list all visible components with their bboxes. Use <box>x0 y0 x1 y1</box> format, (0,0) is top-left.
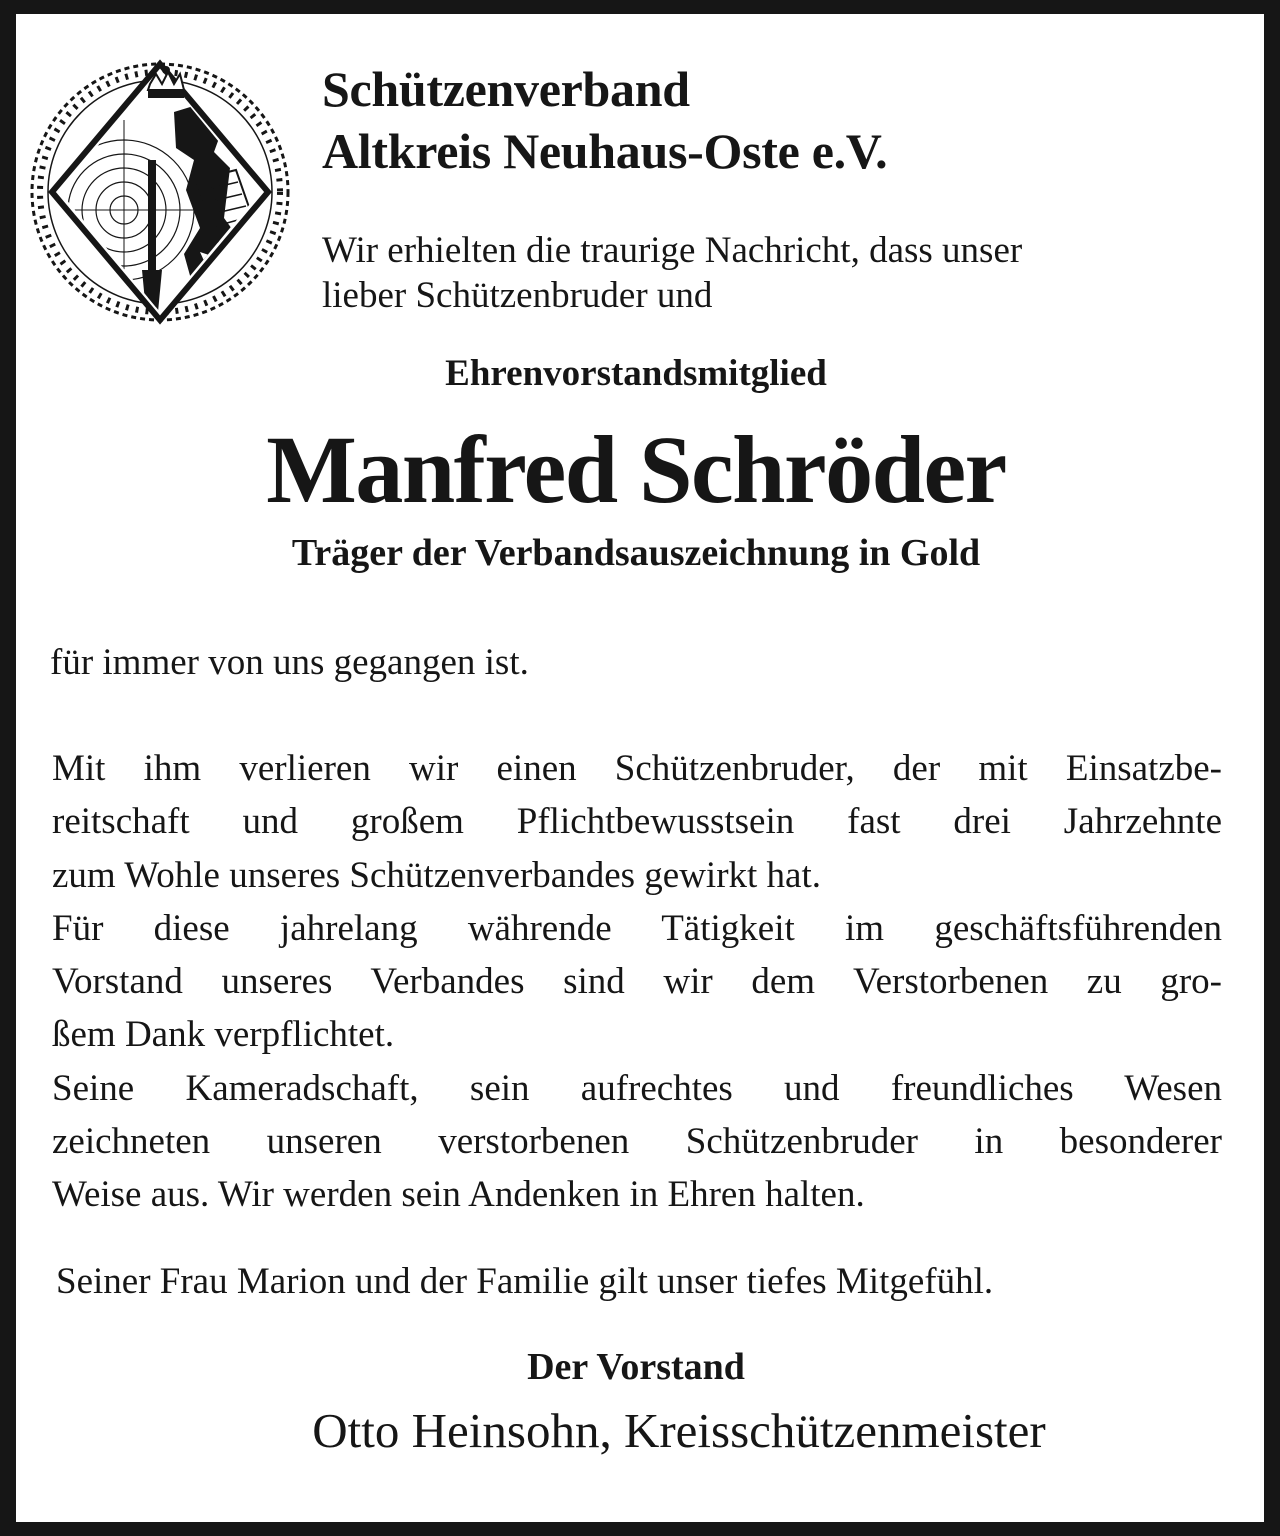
club-emblem-icon <box>24 40 296 332</box>
award-line: Träger der Verbandsauszeichnung in Gold <box>291 532 981 574</box>
deceased-name: Manfred Schröder <box>266 416 1006 523</box>
condolence-line: Seiner Frau Marion und der Familie gilt unser tiefes Mitgefühl. <box>56 1261 994 1302</box>
tribute-line: Vorstand unseres Verbandes sind wir dem Verstorbenen zu gro- <box>52 961 1222 1003</box>
intro-text <box>322 228 1022 318</box>
passed-away-line: für immer von uns gegangen ist. <box>50 642 529 683</box>
association-name <box>322 58 887 182</box>
tribute-line: Seine Kameradschaft, sein aufrechtes und freundliches Wesen <box>52 1067 1222 1109</box>
tribute-line: zeichneten unseren verstorbenen Schützenbruder in besonderer <box>52 1121 1222 1163</box>
tribute-line: ßem Dank verpflichtet. <box>52 1014 395 1056</box>
signatory-name: Otto Heinsohn, Kreisschützenmeister <box>312 1403 1046 1458</box>
association-name-line-2: Altkreis Neuhaus-Oste e.V. <box>322 123 888 179</box>
intro-line-2: lieber Schützenbruder und <box>322 275 713 316</box>
tribute-paragraph <box>52 742 1222 1222</box>
tribute-line: zum Wohle unseres Schützenverbandes gewirkt hat. <box>52 854 821 896</box>
tribute-line: Weise aus. Wir werden sein Andenken in Ehren halten. <box>52 1174 865 1216</box>
intro-line-1: Wir erhielten die traurige Nachricht, dass unser <box>322 230 1023 271</box>
association-name-line-1: Schützenverband <box>322 61 690 117</box>
tribute-line: Mit ihm verlieren wir einen Schützenbruder, der mit Einsatzbe- <box>52 748 1222 789</box>
honorific-title: Ehrenvorstandsmitglied <box>445 353 827 394</box>
tribute-line: Für diese jahrelang währende Tätigkeit im geschäftsführenden <box>52 907 1222 949</box>
board-signature: Der Vorstand <box>527 1346 745 1388</box>
tribute-line: reitschaft und großem Pflichtbewusstsein fast drei Jahrzehnte <box>52 801 1222 843</box>
